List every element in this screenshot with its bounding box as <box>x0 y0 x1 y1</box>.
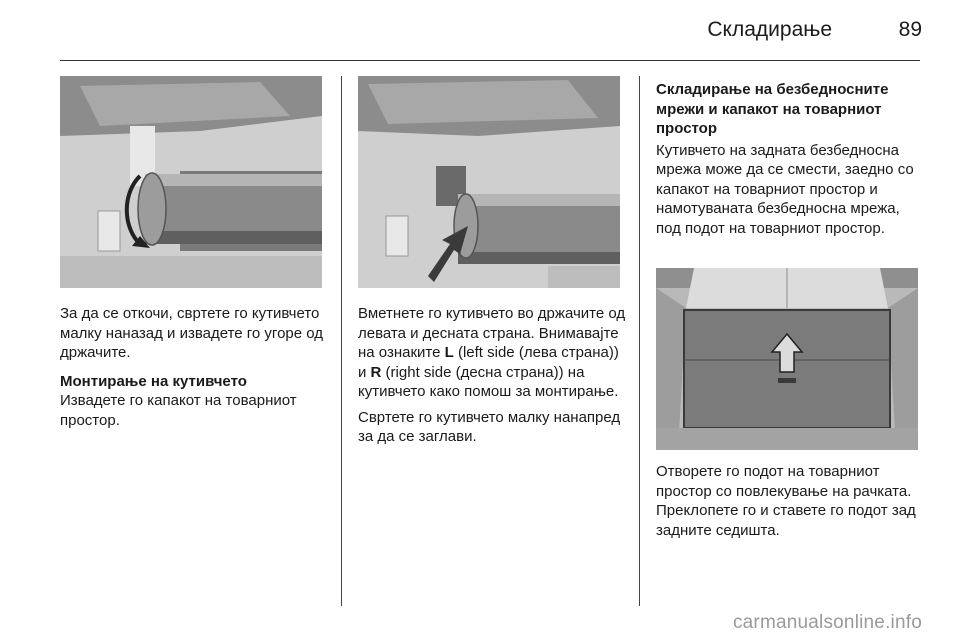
housing-insert-illustration <box>358 76 620 288</box>
watermark: carmanualsonline.info <box>732 612 922 633</box>
subheading-mounting: Монтирање на кутивчето <box>60 372 247 390</box>
paragraph-open-floor: Отворете го подот на товарниот простор со повлекување на рачката. Преклопете го и ставете го подот зад задните седишта. <box>656 463 916 539</box>
figure-load-floor <box>656 268 918 450</box>
paragraph-storage-under-floor: Кутивчето на задната безбедносна мрежа може да се смести, заедно со капакот на товарниот простор и намотуваната безбедносна мрежа, под подот на товарниот простор. <box>656 141 914 237</box>
paragraph-remove-cover: Извадете го капакот на товарниот простор. <box>60 392 297 429</box>
section-heading-storage: Складирање на безбедносните мрежи и капакот на товарниот простор <box>656 81 889 137</box>
paragraph-insert-housing <box>358 304 630 402</box>
paragraph-unlock: За да се откочи, свртете го кутивчето малку наназад и извадете го угоре од држачите. <box>60 305 324 361</box>
page-title: Складирање <box>707 18 832 41</box>
housing-removal-illustration <box>60 76 322 288</box>
marking-right: R <box>370 363 382 381</box>
paragraph-rotate-forward: Свртете го кутивчето малку нанапред за да се заглави. <box>358 408 621 445</box>
insert-text-a: Вметнете го кутивчето во држачите од левата и десната страна. Внимавајте на ознаките <box>358 305 626 361</box>
load-floor-illustration <box>656 268 918 450</box>
insert-text-b: (left side (лева страна)) и <box>358 344 619 381</box>
header-divider <box>60 60 920 61</box>
column-1-text <box>60 304 330 430</box>
column-divider-1 <box>341 76 342 606</box>
column-2-text <box>358 304 630 447</box>
column-3-text-top <box>656 80 922 238</box>
marking-left: L <box>444 344 454 361</box>
insert-text-c: (right side (десна страна)) на кутивчето како помош за монтирање. <box>358 363 619 400</box>
column-3-text-bottom <box>656 462 922 540</box>
column-divider-2 <box>639 76 640 606</box>
page-number: 89 <box>898 18 922 41</box>
figure-housing-removal <box>60 76 322 288</box>
figure-housing-insert <box>358 76 620 288</box>
